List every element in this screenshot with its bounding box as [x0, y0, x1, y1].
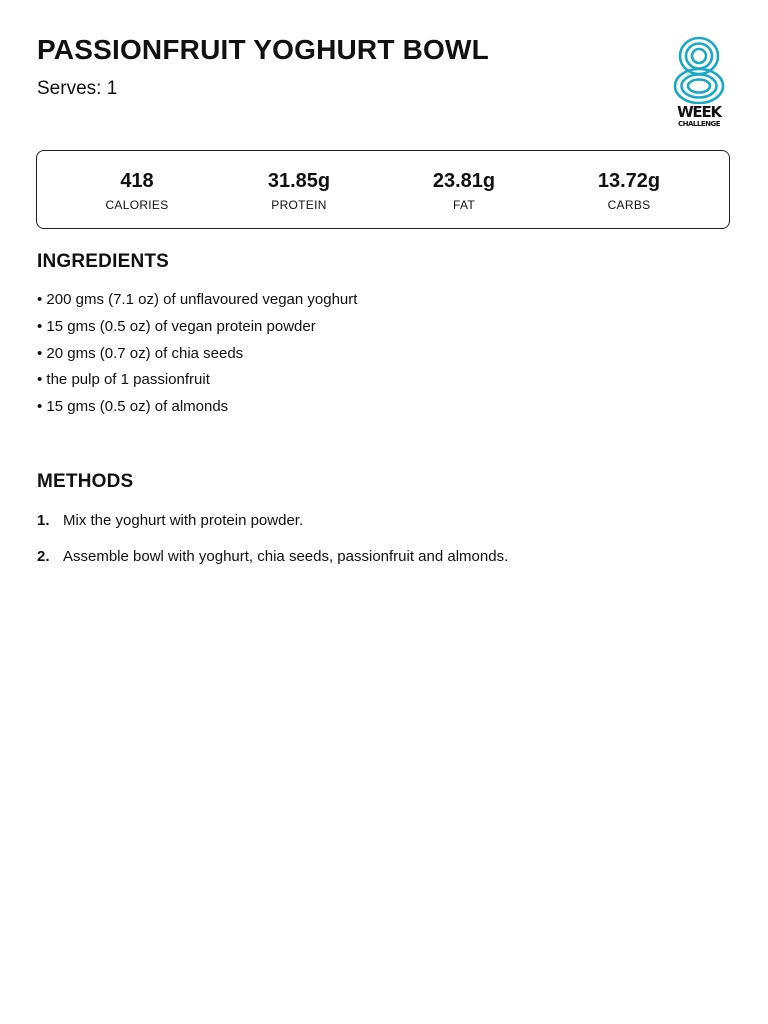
8-week-challenge-logo-icon [668, 36, 730, 104]
logo-week-text: WEEK [677, 103, 721, 121]
stat-label: CARBS [607, 198, 651, 212]
stat-carbs [554, 169, 704, 212]
step-number: 2. [37, 548, 50, 565]
method-step [37, 548, 737, 566]
ingredient-item: • 15 gms (0.5 oz) of vegan protein powder [37, 317, 316, 335]
ingredient-item: • 20 gms (0.7 oz) of chia seeds [37, 344, 244, 362]
nutrition-summary [36, 150, 730, 229]
stat-label: CALORIES [105, 198, 169, 212]
stat-protein [224, 169, 374, 212]
ingredient-item: • 200 gms (7.1 oz) of unflavoured vegan yoghurt [37, 291, 358, 308]
ingredients-heading: INGREDIENTS [37, 251, 170, 272]
stat-calories [62, 169, 212, 212]
stat-label: PROTEIN [271, 198, 327, 212]
stat-value: 31.85g [267, 170, 331, 192]
ingredient-list [37, 291, 737, 425]
stat-value: 13.72g [597, 170, 661, 192]
stat-fat [389, 169, 539, 212]
step-text: Mix the yoghurt with protein powder. [63, 512, 304, 529]
recipe-title: PASSIONFRUIT YOGHURT BOWL [37, 34, 489, 65]
serves-count: Serves: 1 [37, 78, 118, 99]
methods-heading: METHODS [37, 471, 134, 492]
stat-value: 23.81g [432, 170, 496, 192]
stat-label: FAT [452, 198, 475, 212]
ingredient-item: • 15 gms (0.5 oz) of almonds [37, 398, 229, 416]
stat-value: 418 [120, 170, 154, 192]
step-text: Assemble bowl with yoghurt, chia seeds, passionfruit and almonds. [63, 548, 509, 565]
logo [668, 36, 730, 130]
step-number: 1. [37, 512, 50, 529]
method-step [37, 512, 737, 530]
method-list [37, 512, 737, 584]
ingredient-item: • the pulp of 1 passionfruit [37, 371, 210, 389]
logo-challenge-text: CHALLENGE [677, 120, 720, 128]
